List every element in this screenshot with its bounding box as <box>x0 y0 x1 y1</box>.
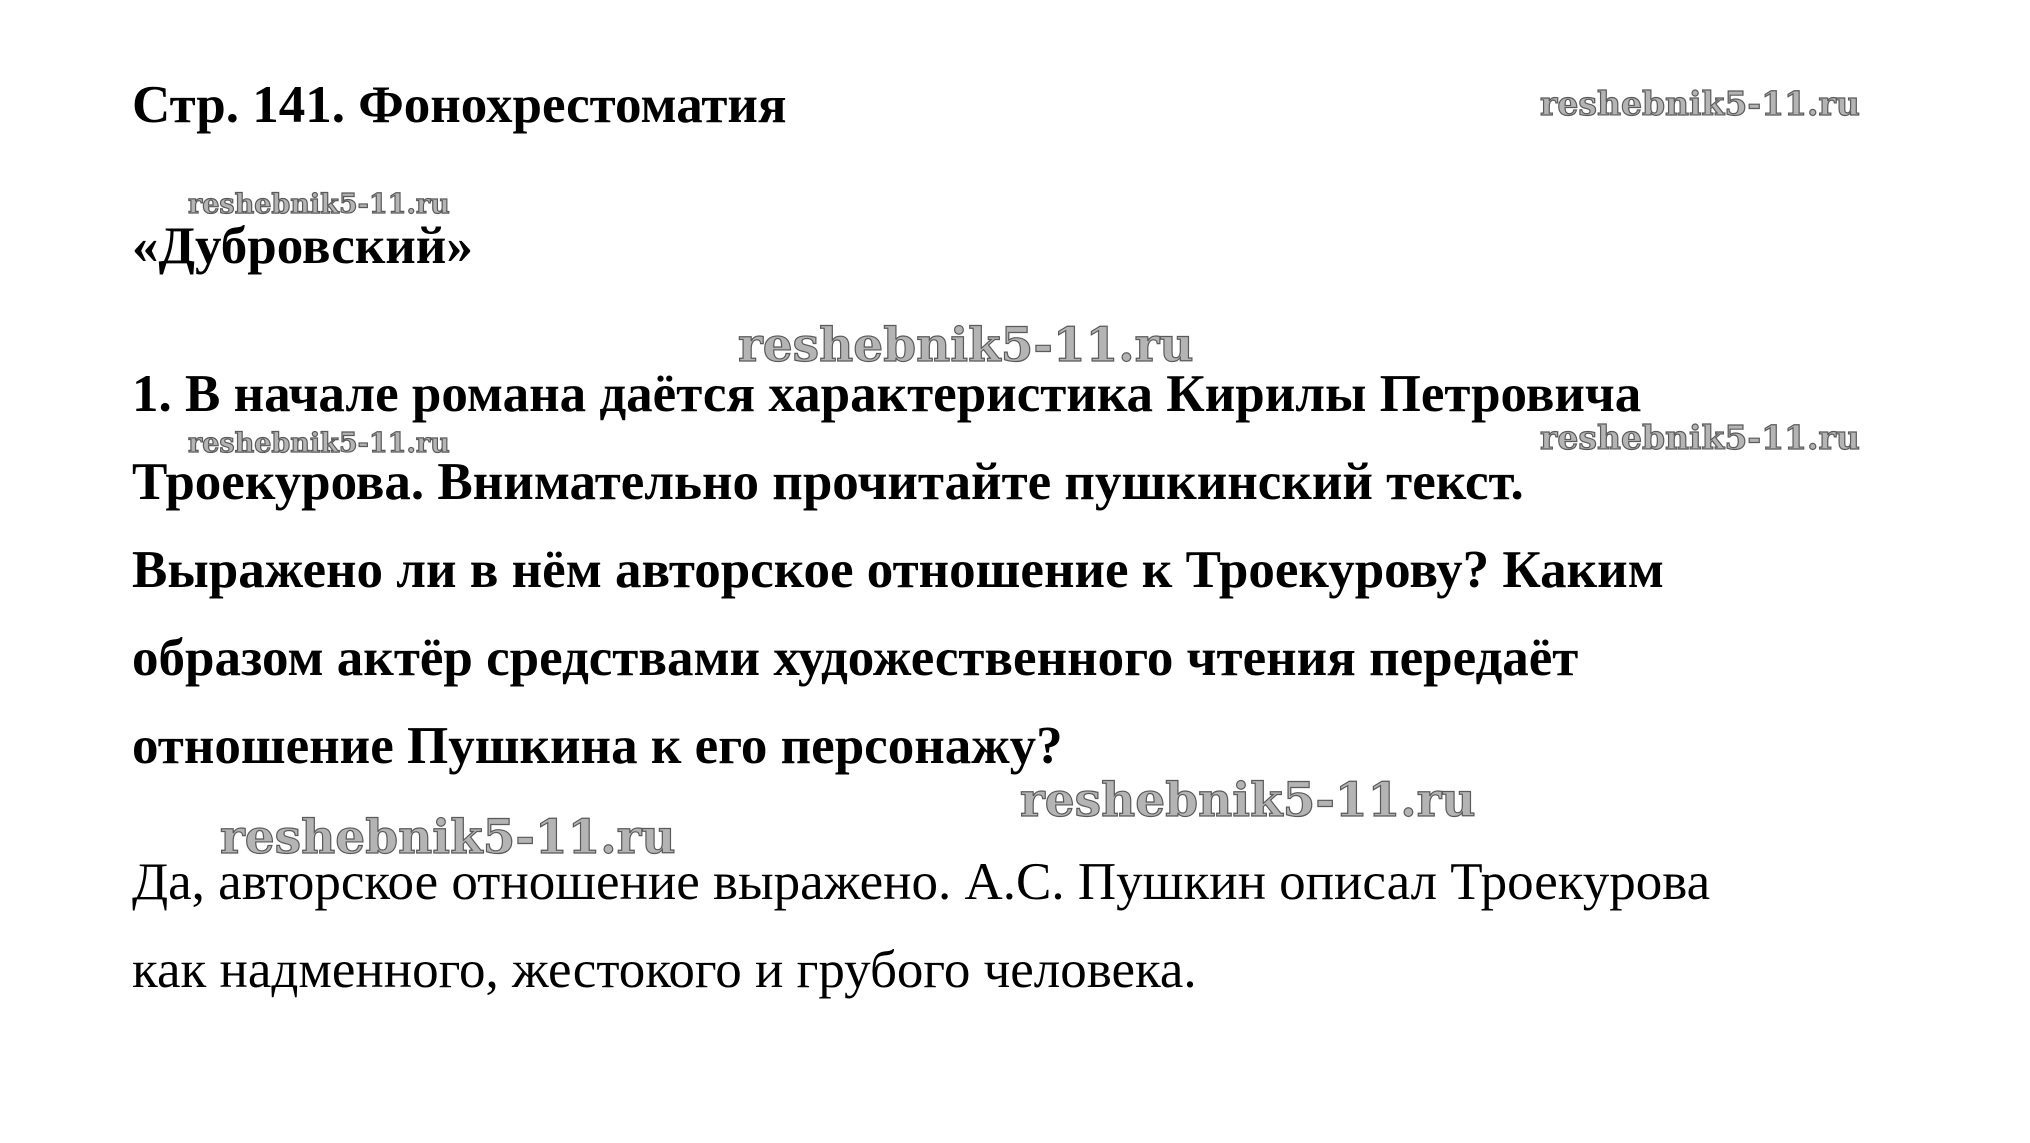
watermark: reshebnik5-11.ru <box>1540 418 1860 457</box>
answer-block <box>132 838 1982 1014</box>
answer-line: Да, авторское отношение выражено. А.С. Пушкин описал Троекурова <box>132 853 1711 911</box>
watermark: reshebnik5-11.ru <box>220 810 676 865</box>
answer-line: как надменного, жестокого и грубого человека. <box>132 941 1197 999</box>
question-line: 1. В начале романа даётся характеристика Кирилы Петровича <box>132 365 1642 423</box>
question-line: образом актёр средствами художественного чтения передаёт <box>132 629 1579 687</box>
work-title: «Дубровский» <box>132 217 473 275</box>
watermark: reshebnik5-11.ru <box>188 189 450 220</box>
watermark: reshebnik5-11.ru <box>1540 84 1860 123</box>
question-line: отношение Пушкина к его персонажу? <box>132 717 1063 775</box>
watermark: reshebnik5-11.ru <box>188 428 450 459</box>
question-line: Выражено ли в нём авторское отношение к Троекурову? Каким <box>132 541 1664 599</box>
question-line: Троекурова. Внимательно прочитайте пушкинский текст. <box>132 453 1524 511</box>
watermark: reshebnik5-11.ru <box>1020 773 1476 828</box>
page-heading: Стр. 141. Фонохрестоматия <box>132 76 787 134</box>
watermark: reshebnik5-11.ru <box>738 318 1194 373</box>
question-block <box>132 350 1932 790</box>
